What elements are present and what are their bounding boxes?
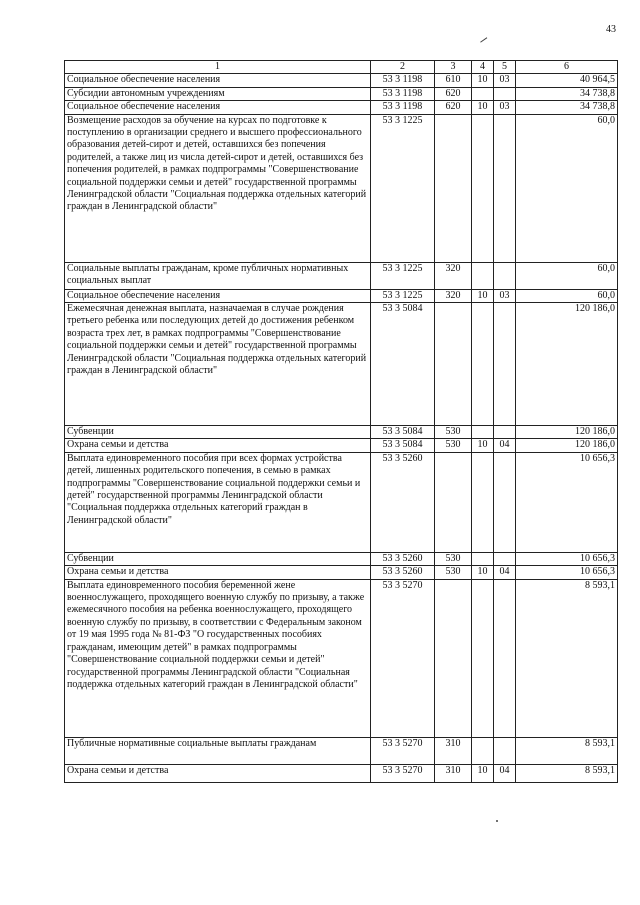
row-section: 10 <box>472 764 494 782</box>
row-name: Возмещение расходов за обучение на курсах по подготовке к поступлению в организации среднего и высшего профессионального образования детей-сирот и детей, оставшихся без попечения родителей, а также лиц из числа детей-сирот и детей, оставшихся без попечения родителей, в рамках подпрограммы "Совершенствование социальной поддержки семьи и детей" государственной программы Ленинградской области "Социальная поддержка отдельных категорий граждан в Ленинградской области" <box>65 114 371 262</box>
row-name: Социальное обеспечение населения <box>65 101 371 114</box>
row-expense-type: 620 <box>435 101 472 114</box>
row-code: 53 3 1198 <box>371 87 435 100</box>
table-row <box>65 552 618 565</box>
row-section: 10 <box>472 101 494 114</box>
row-subsection <box>494 114 516 262</box>
row-section <box>472 426 494 439</box>
row-code: 53 3 5260 <box>371 566 435 579</box>
row-name: Охрана семьи и детства <box>65 439 371 452</box>
row-subsection: 03 <box>494 289 516 302</box>
row-expense-type <box>435 452 472 552</box>
row-amount: 60,0 <box>516 289 618 302</box>
header-cell: 3 <box>435 61 472 74</box>
row-expense-type <box>435 303 472 426</box>
table-row <box>65 289 618 302</box>
row-code: 53 3 1198 <box>371 101 435 114</box>
table-row <box>65 737 618 764</box>
table-row <box>65 452 618 552</box>
row-name: Субвенции <box>65 426 371 439</box>
row-code: 53 3 5084 <box>371 426 435 439</box>
row-section: 10 <box>472 439 494 452</box>
row-amount: 60,0 <box>516 262 618 289</box>
row-amount: 40 964,5 <box>516 74 618 87</box>
table-row <box>65 87 618 100</box>
row-section <box>472 262 494 289</box>
row-expense-type: 530 <box>435 566 472 579</box>
row-section <box>472 552 494 565</box>
row-section: 10 <box>472 566 494 579</box>
row-amount: 10 656,3 <box>516 566 618 579</box>
row-name: Ежемесячная денежная выплата, назначаемая в случае рождения третьего ребенка или последующих детей до достижения ребенком возраста трех лет, в рамках подпрограммы "Совершенствование социальной поддержки семьи и детей" государственной программы Ленинградской области "Социальная поддержка отдельных категорий граждан в Ленинградской области" <box>65 303 371 426</box>
budget-table <box>64 60 618 783</box>
row-code: 53 3 5084 <box>371 439 435 452</box>
header-cell: 1 <box>65 61 371 74</box>
row-subsection <box>494 452 516 552</box>
table-row <box>65 262 618 289</box>
row-subsection: 03 <box>494 74 516 87</box>
row-code: 53 3 5270 <box>371 764 435 782</box>
header-cell: 4 <box>472 61 494 74</box>
row-code: 53 3 1225 <box>371 262 435 289</box>
row-amount: 120 186,0 <box>516 426 618 439</box>
table-row <box>65 764 618 782</box>
pen-dot <box>496 820 498 822</box>
row-name: Социальное обеспечение населения <box>65 289 371 302</box>
row-subsection: 04 <box>494 566 516 579</box>
row-code: 53 3 1198 <box>371 74 435 87</box>
row-expense-type: 320 <box>435 289 472 302</box>
row-subsection: 03 <box>494 101 516 114</box>
row-name: Выплата единовременного пособия при всех формах устройства детей, лишенных родительского попечения, в семью в рамках подпрограммы "Совершенствование социальной поддержки семьи и детей" государственной программы Ленинградской области "Социальная поддержка отдельных категорий граждан в Ленинградской области" <box>65 452 371 552</box>
row-section <box>472 303 494 426</box>
row-name: Охрана семьи и детства <box>65 764 371 782</box>
row-expense-type: 530 <box>435 439 472 452</box>
row-name: Субвенции <box>65 552 371 565</box>
header-row <box>65 61 618 74</box>
table-row <box>65 114 618 262</box>
header-cell: 5 <box>494 61 516 74</box>
row-subsection: 04 <box>494 764 516 782</box>
row-subsection <box>494 426 516 439</box>
table-row <box>65 426 618 439</box>
row-section <box>472 579 494 737</box>
row-expense-type <box>435 114 472 262</box>
row-expense-type: 610 <box>435 74 472 87</box>
row-section <box>472 452 494 552</box>
row-expense-type: 310 <box>435 764 472 782</box>
row-name: Публичные нормативные социальные выплаты гражданам <box>65 737 371 764</box>
row-name: Социальное обеспечение населения <box>65 74 371 87</box>
row-subsection: 04 <box>494 439 516 452</box>
table-row <box>65 439 618 452</box>
row-expense-type <box>435 579 472 737</box>
row-expense-type: 530 <box>435 426 472 439</box>
table-row <box>65 579 618 737</box>
row-subsection <box>494 87 516 100</box>
row-code: 53 3 1225 <box>371 114 435 262</box>
row-expense-type: 620 <box>435 87 472 100</box>
row-amount: 120 186,0 <box>516 303 618 426</box>
row-amount: 10 656,3 <box>516 552 618 565</box>
row-section <box>472 87 494 100</box>
row-amount: 8 593,1 <box>516 579 618 737</box>
pen-mark <box>477 32 488 42</box>
row-code: 53 3 1225 <box>371 289 435 302</box>
row-amount: 8 593,1 <box>516 737 618 764</box>
row-name: Субсидии автономным учреждениям <box>65 87 371 100</box>
row-code: 53 3 5260 <box>371 452 435 552</box>
table-row <box>65 566 618 579</box>
page-number: 43 <box>606 24 616 35</box>
row-code: 53 3 5270 <box>371 579 435 737</box>
row-name: Выплата единовременного пособия беременной жене военнослужащего, проходящего военную службу по призыву, а также ежемесячного пособия на ребенка военнослужащего, проходящего военную службу по призыву, в соответствии с Федеральным законом от 19 мая 1995 года № 81-ФЗ "О государственных пособиях гражданам, имеющим детей" в рамках подпрограммы "Совершенствование социальной поддержки семьи и детей" государственной программы Ленинградской области "Социальная поддержка отдельных категорий граждан в Ленинградской области" <box>65 579 371 737</box>
row-amount: 120 186,0 <box>516 439 618 452</box>
row-amount: 60,0 <box>516 114 618 262</box>
row-subsection <box>494 552 516 565</box>
row-code: 53 3 5270 <box>371 737 435 764</box>
row-expense-type: 530 <box>435 552 472 565</box>
header-cell: 2 <box>371 61 435 74</box>
row-code: 53 3 5084 <box>371 303 435 426</box>
table-row <box>65 74 618 87</box>
row-name: Охрана семьи и детства <box>65 566 371 579</box>
row-subsection <box>494 579 516 737</box>
row-amount: 8 593,1 <box>516 764 618 782</box>
row-section: 10 <box>472 289 494 302</box>
table-row <box>65 101 618 114</box>
row-expense-type: 310 <box>435 737 472 764</box>
row-code: 53 3 5260 <box>371 552 435 565</box>
row-amount: 34 738,8 <box>516 101 618 114</box>
row-amount: 10 656,3 <box>516 452 618 552</box>
row-expense-type: 320 <box>435 262 472 289</box>
row-section <box>472 737 494 764</box>
header-cell: 6 <box>516 61 618 74</box>
row-section <box>472 114 494 262</box>
row-name: Социальные выплаты гражданам, кроме публичных нормативных социальных выплат <box>65 262 371 289</box>
row-subsection <box>494 303 516 426</box>
row-subsection <box>494 262 516 289</box>
row-section: 10 <box>472 74 494 87</box>
row-amount: 34 738,8 <box>516 87 618 100</box>
table-row <box>65 303 618 426</box>
row-subsection <box>494 737 516 764</box>
